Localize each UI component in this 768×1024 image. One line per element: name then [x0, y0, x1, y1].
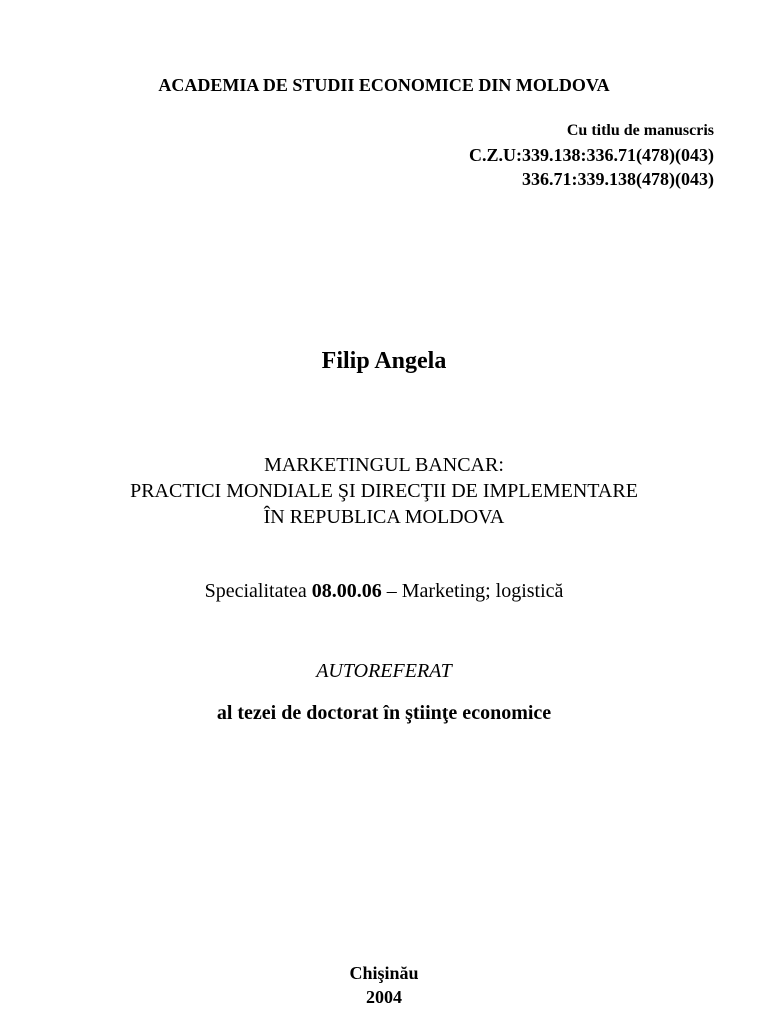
manuscript-note: Cu titlu de manuscris: [566, 122, 714, 139]
czu-code-line-2: 336.71:339.138(478)(043): [522, 169, 714, 189]
thesis-title-line-1: MARKETINGUL BANCAR:: [264, 454, 504, 476]
specialty-line: [0, 581, 768, 601]
thesis-title-line-2: PRACTICI MONDIALE ŞI DIRECŢII DE IMPLEMENTARE: [130, 480, 638, 502]
document-description: al tezei de doctorat în ştiinţe economice: [216, 702, 552, 724]
specialty-prefix: Specialitatea: [204, 580, 312, 602]
czu-code-line-1: C.Z.U:339.138:336.71(478)(043): [469, 145, 714, 165]
thesis-title-line-3: ÎN REPUBLICA MOLDOVA: [263, 506, 505, 528]
institution-name: ACADEMIA DE STUDII ECONOMICE DIN MOLDOVA: [158, 75, 610, 95]
document-type: AUTOREFERAT: [316, 660, 452, 682]
specialty-code: 08.00.06: [311, 580, 382, 602]
specialty-name: – Marketing; logistică: [381, 580, 564, 602]
author-name: Filip Angela: [321, 348, 447, 374]
publication-city: Chişinău: [349, 963, 419, 983]
publication-year: 2004: [366, 987, 402, 1007]
